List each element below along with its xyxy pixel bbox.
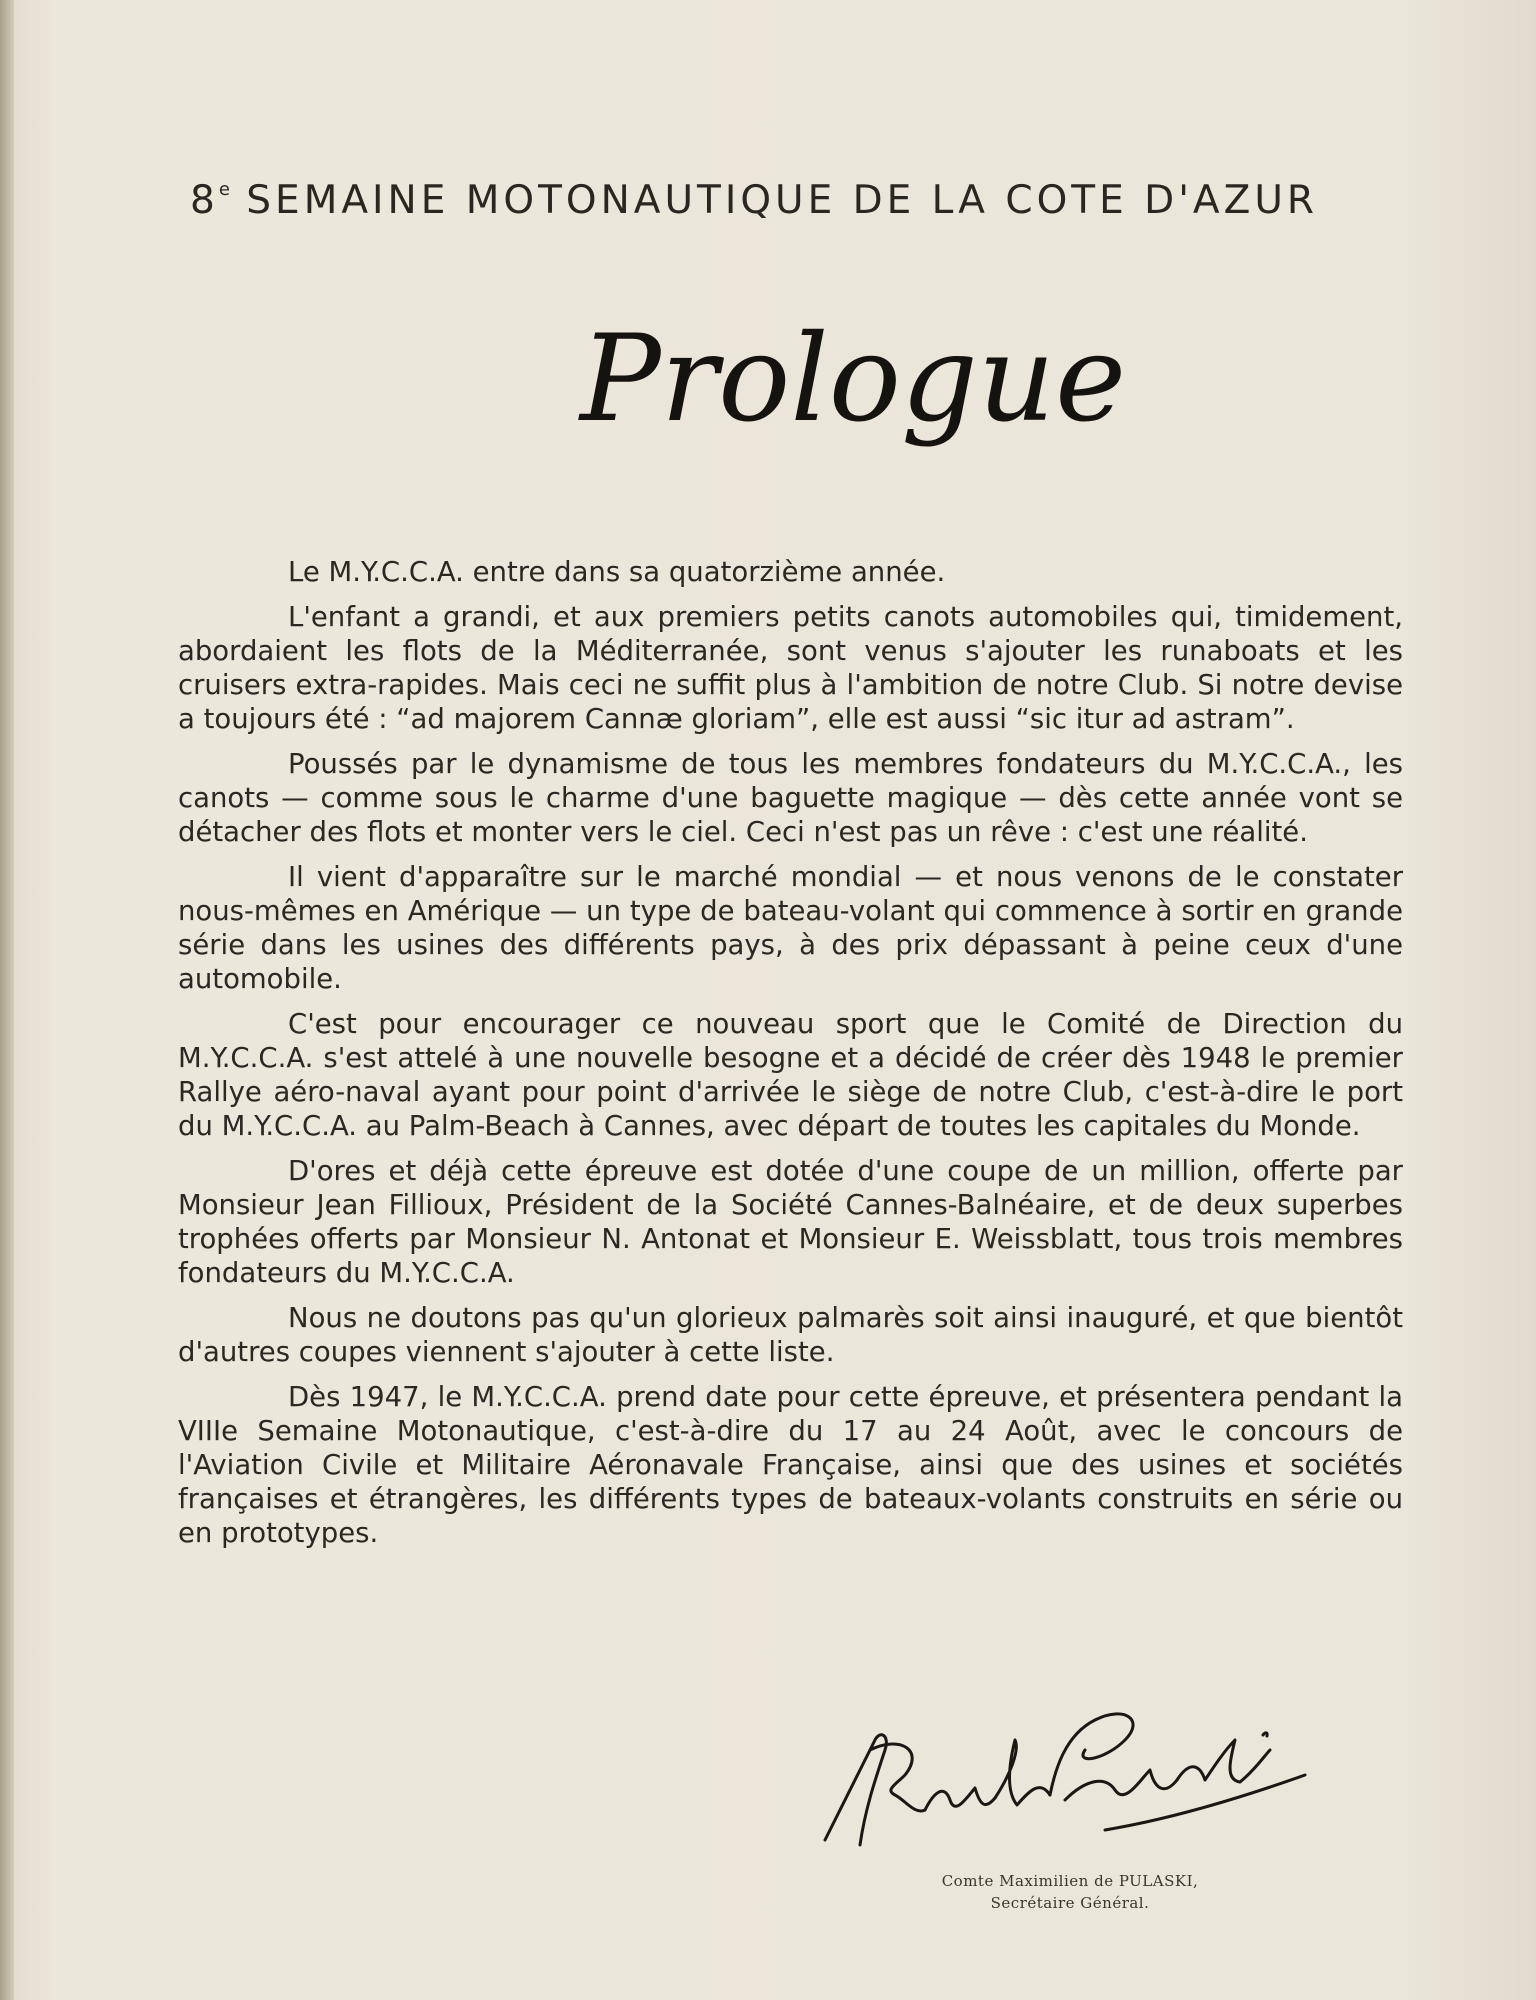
paragraph-6: D'ores et déjà cette épreuve est dotée d'une coupe de un million, offerte par Monsieur Jean Fillioux, Président de la Société Cannes-Balnéaire, et de deux superbes trophées offerts par Monsieur N. Antonat et Monsieur E. Weissblatt, tous trois membres fondateurs du M.Y.C.C.A. (178, 1155, 1403, 1289)
page-title (570, 270, 1127, 510)
signatory-block (880, 1870, 1260, 1914)
header-ordinal-sup: e (218, 179, 230, 200)
paragraph-8: Dès 1947, le M.Y.C.C.A. prend date pour cette épreuve, et présentera pendant la VIIIe Semaine Motonautique, c'est-à-dire du 17 au 24 Août, avec le concours de l'Aviation Civile et Militaire Aéronavale Française, ainsi que des usines et sociétés françaises et étrangères, les différents types de bateaux-volants construits en série ou en prototypes. (178, 1381, 1403, 1549)
paragraph-2: L'enfant a grandi, et aux premiers petits canots automobiles qui, timidement, abordaient les flots de la Méditerranée, sont venus s'ajouter les runaboats et les cruisers extra-rapides. Mais ceci ne suffit plus à l'ambition de notre Club. Si notre devise a toujours été : “ad majorem Cannæ gloriam”, elle est aussi “sic itur ad astram”. (178, 601, 1403, 735)
paragraph-7: Nous ne doutons pas qu'un glorieux palmarès soit ainsi inauguré, et que bientôt d'autres coupes viennent s'ajouter à cette liste. (178, 1302, 1403, 1368)
header-title: SEMAINE MOTONAUTIQUE DE LA COTE D'AZUR (229, 178, 1318, 223)
page-header (190, 178, 1420, 223)
paragraph-1: Le M.Y.C.C.A. entre dans sa quatorzième année. (288, 556, 946, 588)
paragraph-4: Il vient d'apparaître sur le marché mondial — et nous venons de le constater nous-mêmes en Amérique — un type de bateau-volant qui commence à sortir en grande série dans les usines des différents pays, à des prix dépassant à peine ceux d'une automobile. (178, 861, 1403, 995)
signature-drawing (805, 1680, 1325, 1870)
page-binding-edge (0, 0, 14, 2000)
body-text (178, 555, 1403, 1561)
paragraph-3: Poussés par le dynamisme de tous les membres fondateurs du M.Y.C.C.A., les canots — comme sous le charme d'une baguette magique — dès cette année vont se détacher des flots et monter vers le ciel. Ceci n'est pas un rêve : c'est une réalité. (178, 748, 1403, 848)
signatory-name: Comte Maximilien de PULASKI, (941, 1872, 1199, 1890)
header-ordinal: 8 (190, 178, 219, 223)
prologue-script-title (570, 270, 1127, 510)
paragraph-5: C'est pour encourager ce nouveau sport que le Comité de Direction du M.Y.C.C.A. s'est attelé à une nouvelle besogne et a décidé de créer dès 1948 le premier Rallye aéro-naval ayant pour point d'arrivée le siège de notre Club, c'est-à-dire le port du M.Y.C.C.A. au Palm-Beach à Cannes, avec départ de toutes les capitales du Monde. (178, 1008, 1403, 1142)
handwritten-signature (805, 1680, 1325, 1870)
title-text: Prologue (580, 310, 1127, 449)
signatory-role: Secrétaire Général. (990, 1894, 1150, 1912)
